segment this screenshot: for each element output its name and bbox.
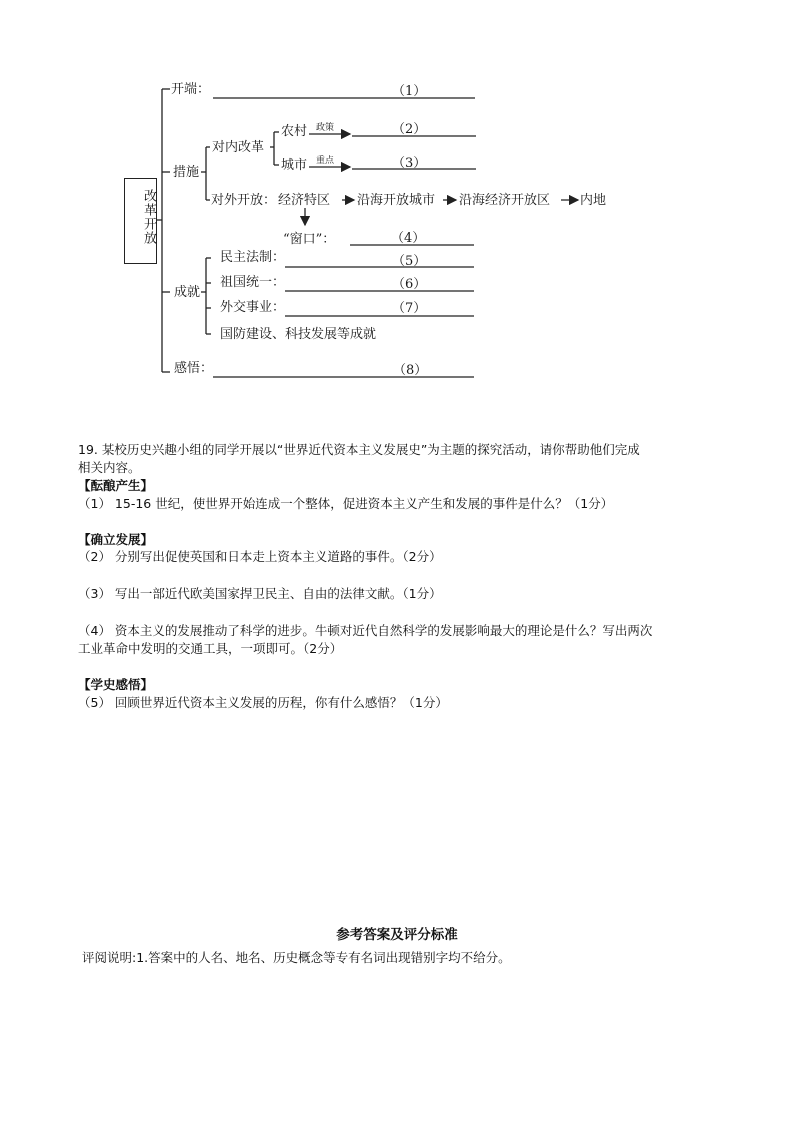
blank-1: （1） bbox=[392, 84, 427, 99]
internal-reform-label: 对内改革 bbox=[212, 140, 265, 155]
center-box bbox=[124, 178, 157, 264]
center-label: 改革开放 bbox=[141, 189, 156, 245]
question-stem-line1: 19. 某校历史兴趣小组的同学开展以“世界近代资本主义发展史”为主题的探究活动，请你帮助他们完成 bbox=[78, 442, 640, 457]
sub-question-3: （3） 写出一部近代欧美国家捍卫民主、自由的法律文献。（1分） bbox=[78, 586, 442, 601]
chain-item: 沿海开放城市 bbox=[357, 193, 436, 208]
section-heading: 【酝酿产生】 bbox=[78, 478, 154, 493]
defense-label: 国防建设、科技发展等成就 bbox=[220, 327, 377, 342]
sub-question-2: （2） 分别写出促使英国和日本走上资本主义道路的事件。（2分） bbox=[78, 549, 442, 564]
section-heading: 【学史感悟】 bbox=[78, 677, 154, 692]
start-label: 开端： bbox=[171, 82, 211, 97]
external-label: 对外开放： bbox=[211, 193, 277, 208]
blank-7: （7） bbox=[392, 301, 427, 316]
answer-title: 参考答案及评分标准 bbox=[336, 927, 458, 943]
blank-3: （3） bbox=[392, 156, 427, 171]
diagram-lines bbox=[0, 0, 794, 420]
achievements-label: 成就 bbox=[174, 285, 201, 300]
reunification-label: 祖国统一： bbox=[220, 275, 286, 290]
chain-item: 经济特区 bbox=[278, 193, 331, 208]
democracy-label: 民主法制： bbox=[220, 250, 286, 265]
rural-label: 农村 bbox=[281, 124, 308, 139]
measures-label: 措施 bbox=[173, 165, 200, 180]
blank-2: （2） bbox=[392, 122, 427, 137]
knowledge-diagram bbox=[0, 0, 794, 420]
sub-question-1: （1） 15-16 世纪，使世界开始连成一个整体，促进资本主义产生和发展的事件是什么？（1分） bbox=[78, 496, 614, 511]
blank-5: （5） bbox=[392, 254, 427, 269]
diplomacy-label: 外交事业： bbox=[220, 300, 286, 315]
sub-question-4-line1: （4） 资本主义的发展推动了科学的进步。牛顿对近代自然科学的发展影响最大的理论是什么？写出两次 bbox=[78, 623, 653, 638]
sub-question-5: （5） 回顾世界近代资本主义发展的历程，你有什么感悟？（1分） bbox=[78, 695, 448, 710]
sub-question-4-line2: 工业革命中发明的交通工具，一项即可。（2分） bbox=[78, 641, 343, 656]
window-label: “窗口”： bbox=[283, 232, 336, 247]
question-stem-line2: 相关内容。 bbox=[78, 460, 141, 475]
rural-tag: 政策 bbox=[316, 123, 335, 133]
chain-item: 沿海经济开放区 bbox=[459, 193, 551, 208]
blank-4: （4） bbox=[391, 231, 426, 246]
blank-6: （6） bbox=[392, 277, 427, 292]
chain-item: 内地 bbox=[580, 193, 607, 208]
blank-8: （8） bbox=[393, 363, 428, 378]
section-heading: 【确立发展】 bbox=[78, 532, 154, 547]
urban-label: 城市 bbox=[281, 158, 308, 173]
reflection-label: 感悟： bbox=[174, 361, 214, 376]
answer-note: 评阅说明:1.答案中的人名、地名、历史概念等专有名词出现错别字均不给分。 bbox=[82, 950, 511, 965]
urban-tag: 重点 bbox=[316, 156, 335, 166]
